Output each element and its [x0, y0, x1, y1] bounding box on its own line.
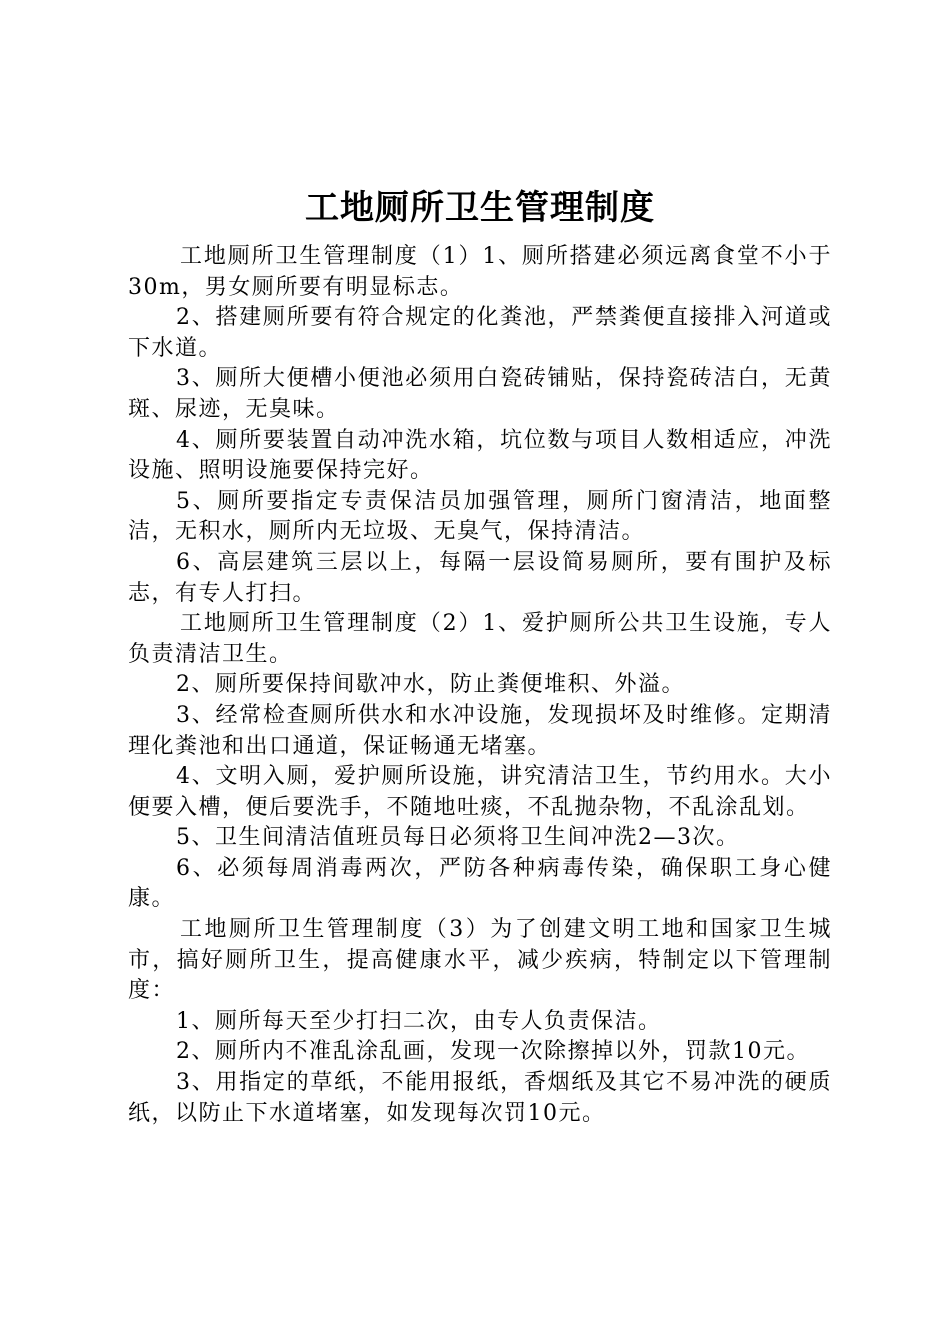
paragraph-14: 1、厕所每天至少打扫二次，由专人负责保洁。	[176, 1008, 662, 1034]
document-page	[128, 180, 832, 1129]
paragraph-13: 工地厕所卫生管理制度（3）为了创建文明工地和国家卫生城市，搞好厕所卫生，提高健康水平，减少疾病，特制定以下管理制度：	[128, 917, 832, 1004]
paragraph-7: 工地厕所卫生管理制度（2）1、爱护厕所公共卫生设施，专人负责清洁卫生。	[128, 611, 832, 667]
paragraph-2: 2、搭建厕所要有符合规定的化粪池，严禁粪便直接排入河道或下水道。	[128, 305, 832, 361]
paragraph-9: 3、经常检查厕所供水和水冲设施，发现损坏及时维修。定期清理化粪池和出口通道，保证畅通无堵塞。	[128, 702, 832, 759]
paragraph-16: 3、用指定的草纸，不能用报纸，香烟纸及其它不易冲洗的硬质纸，以防止下水道堵塞，如发现每次罚10元。	[128, 1070, 832, 1126]
paragraph-1: 工地厕所卫生管理制度（1）1、厕所搭建必须远离食堂不小于30m，男女厕所要有明显标志。	[128, 244, 832, 300]
document-title: 工地厕所卫生管理制度	[305, 188, 655, 228]
paragraph-10: 4、文明入厕，爱护厕所设施，讲究清洁卫生，节约用水。大小便要入槽，便后要洗手，不随地吐痰，不乱抛杂物，不乱涂乱划。	[128, 764, 832, 820]
paragraph-5: 5、厕所要指定专责保洁员加强管理，厕所门窗清洁，地面整洁，无积水，厕所内无垃圾、无臭气，保持清洁。	[128, 488, 832, 545]
paragraph-6: 6、高层建筑三层以上，每隔一层设简易厕所，要有围护及标志，有专人打扫。	[128, 549, 832, 606]
paragraph-15: 2、厕所内不准乱涂乱画，发现一次除擦掉以外，罚款10元。	[176, 1039, 810, 1065]
paragraph-4: 4、厕所要装置自动冲洗水箱，坑位数与项目人数相适应，冲洗设施、照明设施要保持完好。	[128, 427, 832, 484]
paragraph-3: 3、厕所大便槽小便池必须用白瓷砖铺贴，保持瓷砖洁白，无黄斑、尿迹，无臭味。	[128, 366, 832, 422]
paragraph-11: 5、卫生间清洁值班员每日必须将卫生间冲洗2—3次。	[176, 825, 740, 851]
paragraph-8: 2、厕所要保持间歇冲水，防止粪便堆积、外溢。	[176, 672, 685, 698]
paragraph-12: 6、必须每周消毒两次，严防各种病毒传染，确保职工身心健康。	[128, 855, 832, 912]
